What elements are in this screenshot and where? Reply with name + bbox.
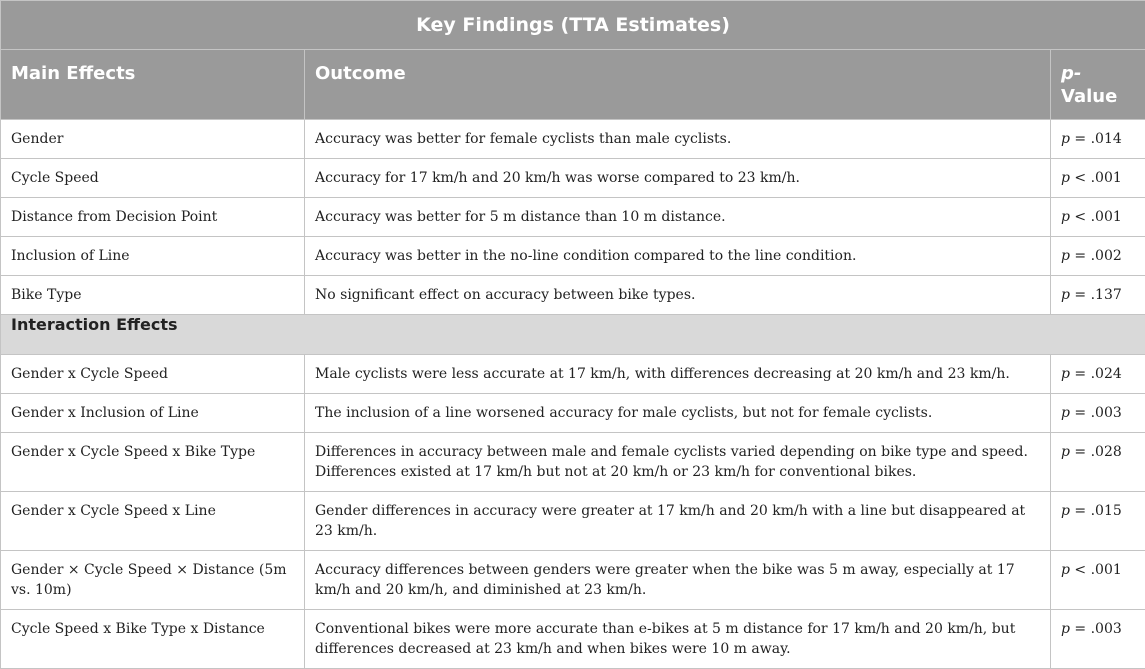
p-value: = .002 <box>1070 248 1122 264</box>
effect-cell: Gender x Cycle Speed x Line <box>1 492 305 551</box>
p-value: = .137 <box>1070 287 1122 303</box>
p-value-cell <box>1051 433 1145 492</box>
p-value: = .028 <box>1070 444 1122 460</box>
p-value-cell <box>1051 551 1145 610</box>
p-value-cell <box>1051 120 1145 159</box>
effect-cell: Cycle Speed x Bike Type x Distance <box>1 610 305 669</box>
outcome-cell: No significant effect on accuracy between bike types. <box>305 276 1051 315</box>
header-main-effects: Main Effects <box>1 50 305 120</box>
p-symbol: p <box>1061 405 1070 421</box>
outcome-cell: Differences in accuracy between male and female cyclists varied depending on bike type and speed. Differences existed at 17 km/h but not at 20 km/h or 23 km/h for conventional bikes. <box>305 433 1051 492</box>
effect-cell: Cycle Speed <box>1 159 305 198</box>
effect-cell: Distance from Decision Point <box>1 198 305 237</box>
p-value: < .001 <box>1070 562 1122 578</box>
effect-cell: Gender <box>1 120 305 159</box>
effect-cell: Gender x Cycle Speed x Bike Type <box>1 433 305 492</box>
outcome-cell: Gender differences in accuracy were greater at 17 km/h and 20 km/h with a line but disappeared at 23 km/h. <box>305 492 1051 551</box>
p-value: < .001 <box>1070 209 1122 225</box>
table-row <box>1 276 1145 315</box>
table-row <box>1 551 1145 610</box>
outcome-cell: Conventional bikes were more accurate than e-bikes at 5 m distance for 17 km/h and 20 km/h, but differences decreased at 23 km/h and when bikes were 10 m away. <box>305 610 1051 669</box>
table-row <box>1 355 1145 394</box>
table-header-row <box>1 50 1145 120</box>
p-symbol: p <box>1061 287 1070 303</box>
p-value: < .001 <box>1070 170 1122 186</box>
p-value: = .003 <box>1070 405 1122 421</box>
table-row <box>1 198 1145 237</box>
table-row <box>1 492 1145 551</box>
p-value-cell <box>1051 198 1145 237</box>
p-symbol: p <box>1061 209 1070 225</box>
p-value: = .015 <box>1070 503 1122 519</box>
p-value: = .014 <box>1070 131 1122 147</box>
outcome-cell: Accuracy for 17 km/h and 20 km/h was worse compared to 23 km/h. <box>305 159 1051 198</box>
p-symbol: p <box>1061 562 1070 578</box>
p-symbol: p <box>1061 366 1070 382</box>
p-value-cell <box>1051 610 1145 669</box>
header-p-value <box>1051 50 1145 120</box>
p-value-cell <box>1051 355 1145 394</box>
outcome-cell: The inclusion of a line worsened accuracy for male cyclists, but not for female cyclists. <box>305 394 1051 433</box>
p-value-cell <box>1051 276 1145 315</box>
section-interaction-effects: Interaction Effects <box>1 315 1145 355</box>
p-symbol: p <box>1061 444 1070 460</box>
outcome-cell: Male cyclists were less accurate at 17 km/h, with differences decreasing at 20 km/h and 23 km/h. <box>305 355 1051 394</box>
p-symbol: p <box>1061 131 1070 147</box>
p-value-cell <box>1051 237 1145 276</box>
effect-cell: Gender x Cycle Speed <box>1 355 305 394</box>
outcome-cell: Accuracy was better for 5 m distance than 10 m distance. <box>305 198 1051 237</box>
effect-cell: Inclusion of Line <box>1 237 305 276</box>
header-p-value-line2: Value <box>1061 86 1117 107</box>
table-row <box>1 610 1145 669</box>
p-value: = .024 <box>1070 366 1122 382</box>
section-header-row <box>1 315 1145 355</box>
outcome-cell: Accuracy was better for female cyclists than male cyclists. <box>305 120 1051 159</box>
table-title-row <box>1 1 1145 50</box>
outcome-cell: Accuracy differences between genders were greater when the bike was 5 m away, especially at 17 km/h and 20 km/h, and diminished at 23 km/h. <box>305 551 1051 610</box>
p-value-cell <box>1051 159 1145 198</box>
effect-cell: Gender × Cycle Speed × Distance (5m vs. 10m) <box>1 551 305 610</box>
table-row <box>1 237 1145 276</box>
table-title: Key Findings (TTA Estimates) <box>1 1 1145 50</box>
table-row <box>1 120 1145 159</box>
p-symbol: p <box>1061 170 1070 186</box>
outcome-cell: Accuracy was better in the no-line condition compared to the line condition. <box>305 237 1051 276</box>
p-value-cell <box>1051 394 1145 433</box>
effect-cell: Gender x Inclusion of Line <box>1 394 305 433</box>
p-symbol: p <box>1061 621 1070 637</box>
effect-cell: Bike Type <box>1 276 305 315</box>
table-row <box>1 159 1145 198</box>
header-p-value-line1: p- <box>1061 63 1081 84</box>
p-symbol: p <box>1061 503 1070 519</box>
header-outcome: Outcome <box>305 50 1051 120</box>
table-row <box>1 433 1145 492</box>
table-row <box>1 394 1145 433</box>
p-symbol: p <box>1061 248 1070 264</box>
p-value-cell <box>1051 492 1145 551</box>
p-value: = .003 <box>1070 621 1122 637</box>
